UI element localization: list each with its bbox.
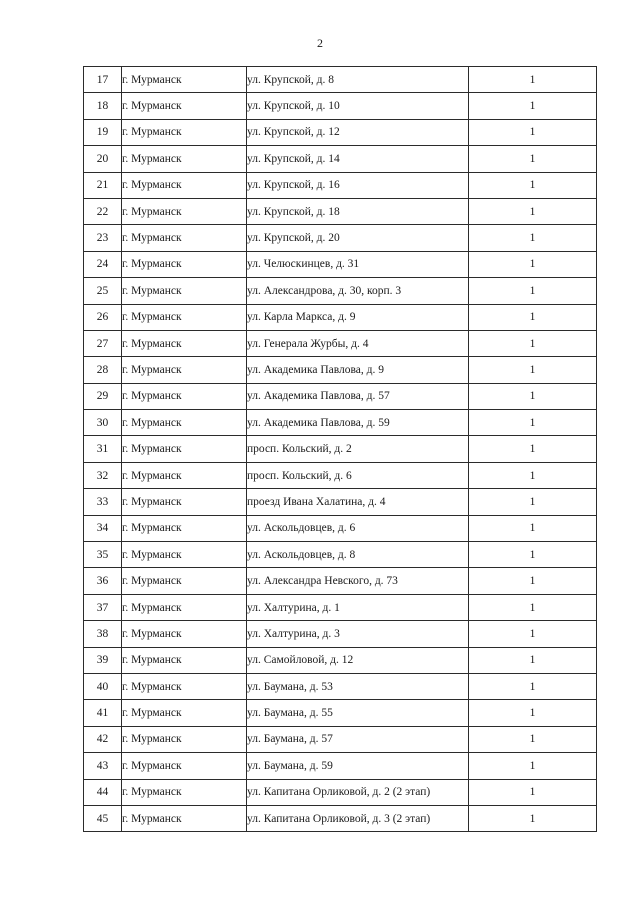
row-city: г. Мурманск <box>122 489 247 515</box>
row-address: ул. Крупской, д. 14 <box>247 146 469 172</box>
row-address: ул. Генерала Журбы, д. 4 <box>247 330 469 356</box>
row-quantity: 1 <box>469 172 597 198</box>
row-city: г. Мурманск <box>122 383 247 409</box>
row-city: г. Мурманск <box>122 357 247 383</box>
row-quantity: 1 <box>469 700 597 726</box>
row-city: г. Мурманск <box>122 198 247 224</box>
row-number: 18 <box>84 93 122 119</box>
row-number: 22 <box>84 198 122 224</box>
row-address: ул. Крупской, д. 18 <box>247 198 469 224</box>
row-address: ул. Баумана, д. 57 <box>247 726 469 752</box>
row-number: 39 <box>84 647 122 673</box>
row-quantity: 1 <box>469 726 597 752</box>
table-row <box>84 436 597 462</box>
row-quantity: 1 <box>469 462 597 488</box>
row-quantity: 1 <box>469 251 597 277</box>
row-number: 25 <box>84 278 122 304</box>
row-quantity: 1 <box>469 304 597 330</box>
row-quantity: 1 <box>469 119 597 145</box>
row-number: 34 <box>84 515 122 541</box>
row-quantity: 1 <box>469 594 597 620</box>
row-city: г. Мурманск <box>122 67 247 93</box>
row-address: ул. Крупской, д. 12 <box>247 119 469 145</box>
row-city: г. Мурманск <box>122 278 247 304</box>
row-quantity: 1 <box>469 621 597 647</box>
table-row <box>84 726 597 752</box>
row-quantity: 1 <box>469 146 597 172</box>
row-quantity: 1 <box>469 568 597 594</box>
row-address: ул. Крупской, д. 8 <box>247 67 469 93</box>
row-number: 19 <box>84 119 122 145</box>
row-city: г. Мурманск <box>122 726 247 752</box>
row-quantity: 1 <box>469 198 597 224</box>
row-address: ул. Аскольдовцев, д. 8 <box>247 542 469 568</box>
table-row <box>84 304 597 330</box>
row-address: ул. Аскольдовцев, д. 6 <box>247 515 469 541</box>
table-row <box>84 462 597 488</box>
row-quantity: 1 <box>469 383 597 409</box>
row-address: ул. Александра Невского, д. 73 <box>247 568 469 594</box>
row-address: ул. Капитана Орликовой, д. 2 (2 этап) <box>247 779 469 805</box>
row-city: г. Мурманск <box>122 410 247 436</box>
row-number: 43 <box>84 753 122 779</box>
table-row <box>84 594 597 620</box>
row-quantity: 1 <box>469 542 597 568</box>
row-address: ул. Челюскинцев, д. 31 <box>247 251 469 277</box>
row-city: г. Мурманск <box>122 594 247 620</box>
row-address: просп. Кольский, д. 6 <box>247 462 469 488</box>
row-address: ул. Халтурина, д. 1 <box>247 594 469 620</box>
table-row <box>84 515 597 541</box>
row-quantity: 1 <box>469 647 597 673</box>
table-body <box>84 67 597 832</box>
table-row <box>84 119 597 145</box>
row-address: просп. Кольский, д. 2 <box>247 436 469 462</box>
row-quantity: 1 <box>469 67 597 93</box>
row-address: ул. Академика Павлова, д. 59 <box>247 410 469 436</box>
row-city: г. Мурманск <box>122 700 247 726</box>
row-number: 27 <box>84 330 122 356</box>
row-city: г. Мурманск <box>122 673 247 699</box>
row-city: г. Мурманск <box>122 621 247 647</box>
row-number: 42 <box>84 726 122 752</box>
table-row <box>84 225 597 251</box>
row-address: ул. Крупской, д. 10 <box>247 93 469 119</box>
table-row <box>84 278 597 304</box>
row-city: г. Мурманск <box>122 779 247 805</box>
row-address: ул. Александрова, д. 30, корп. 3 <box>247 278 469 304</box>
row-address: ул. Карла Маркса, д. 9 <box>247 304 469 330</box>
row-address: ул. Академика Павлова, д. 9 <box>247 357 469 383</box>
row-city: г. Мурманск <box>122 172 247 198</box>
row-number: 24 <box>84 251 122 277</box>
row-number: 29 <box>84 383 122 409</box>
table-row <box>84 93 597 119</box>
row-number: 21 <box>84 172 122 198</box>
row-address: ул. Баумана, д. 59 <box>247 753 469 779</box>
row-quantity: 1 <box>469 515 597 541</box>
row-number: 30 <box>84 410 122 436</box>
row-address: ул. Крупской, д. 16 <box>247 172 469 198</box>
row-city: г. Мурманск <box>122 753 247 779</box>
row-quantity: 1 <box>469 410 597 436</box>
row-address: ул. Самойловой, д. 12 <box>247 647 469 673</box>
table-row <box>84 700 597 726</box>
table-row <box>84 621 597 647</box>
row-number: 33 <box>84 489 122 515</box>
row-city: г. Мурманск <box>122 251 247 277</box>
row-city: г. Мурманск <box>122 805 247 831</box>
row-number: 32 <box>84 462 122 488</box>
table-row <box>84 410 597 436</box>
table-row <box>84 198 597 224</box>
row-quantity: 1 <box>469 93 597 119</box>
row-city: г. Мурманск <box>122 568 247 594</box>
table-row <box>84 647 597 673</box>
row-number: 31 <box>84 436 122 462</box>
row-number: 20 <box>84 146 122 172</box>
row-quantity: 1 <box>469 357 597 383</box>
row-number: 35 <box>84 542 122 568</box>
row-address: проезд Ивана Халатина, д. 4 <box>247 489 469 515</box>
table-row <box>84 67 597 93</box>
row-address: ул. Капитана Орликовой, д. 3 (2 этап) <box>247 805 469 831</box>
row-city: г. Мурманск <box>122 146 247 172</box>
row-number: 36 <box>84 568 122 594</box>
row-city: г. Мурманск <box>122 330 247 356</box>
row-number: 45 <box>84 805 122 831</box>
row-number: 41 <box>84 700 122 726</box>
row-number: 38 <box>84 621 122 647</box>
row-address: ул. Академика Павлова, д. 57 <box>247 383 469 409</box>
table-row <box>84 753 597 779</box>
address-table <box>83 66 597 832</box>
row-address: ул. Халтурина, д. 3 <box>247 621 469 647</box>
row-city: г. Мурманск <box>122 462 247 488</box>
table-row <box>84 805 597 831</box>
row-quantity: 1 <box>469 805 597 831</box>
row-quantity: 1 <box>469 225 597 251</box>
page-number: 2 <box>317 36 323 50</box>
row-city: г. Мурманск <box>122 542 247 568</box>
table-row <box>84 251 597 277</box>
row-number: 44 <box>84 779 122 805</box>
row-city: г. Мурманск <box>122 436 247 462</box>
table-row <box>84 489 597 515</box>
row-quantity: 1 <box>469 753 597 779</box>
table-row <box>84 779 597 805</box>
row-number: 23 <box>84 225 122 251</box>
row-quantity: 1 <box>469 673 597 699</box>
row-city: г. Мурманск <box>122 119 247 145</box>
row-city: г. Мурманск <box>122 93 247 119</box>
table-row <box>84 568 597 594</box>
row-quantity: 1 <box>469 278 597 304</box>
row-number: 40 <box>84 673 122 699</box>
table-row <box>84 330 597 356</box>
row-city: г. Мурманск <box>122 304 247 330</box>
row-number: 28 <box>84 357 122 383</box>
table-row <box>84 383 597 409</box>
row-number: 26 <box>84 304 122 330</box>
table-row <box>84 172 597 198</box>
row-address: ул. Крупской, д. 20 <box>247 225 469 251</box>
row-quantity: 1 <box>469 489 597 515</box>
row-city: г. Мурманск <box>122 225 247 251</box>
row-address: ул. Баумана, д. 53 <box>247 673 469 699</box>
row-city: г. Мурманск <box>122 647 247 673</box>
row-number: 37 <box>84 594 122 620</box>
row-quantity: 1 <box>469 779 597 805</box>
table-row <box>84 673 597 699</box>
table-row <box>84 542 597 568</box>
row-city: г. Мурманск <box>122 515 247 541</box>
row-address: ул. Баумана, д. 55 <box>247 700 469 726</box>
row-quantity: 1 <box>469 436 597 462</box>
table-row <box>84 146 597 172</box>
row-quantity: 1 <box>469 330 597 356</box>
table-row <box>84 357 597 383</box>
row-number: 17 <box>84 67 122 93</box>
